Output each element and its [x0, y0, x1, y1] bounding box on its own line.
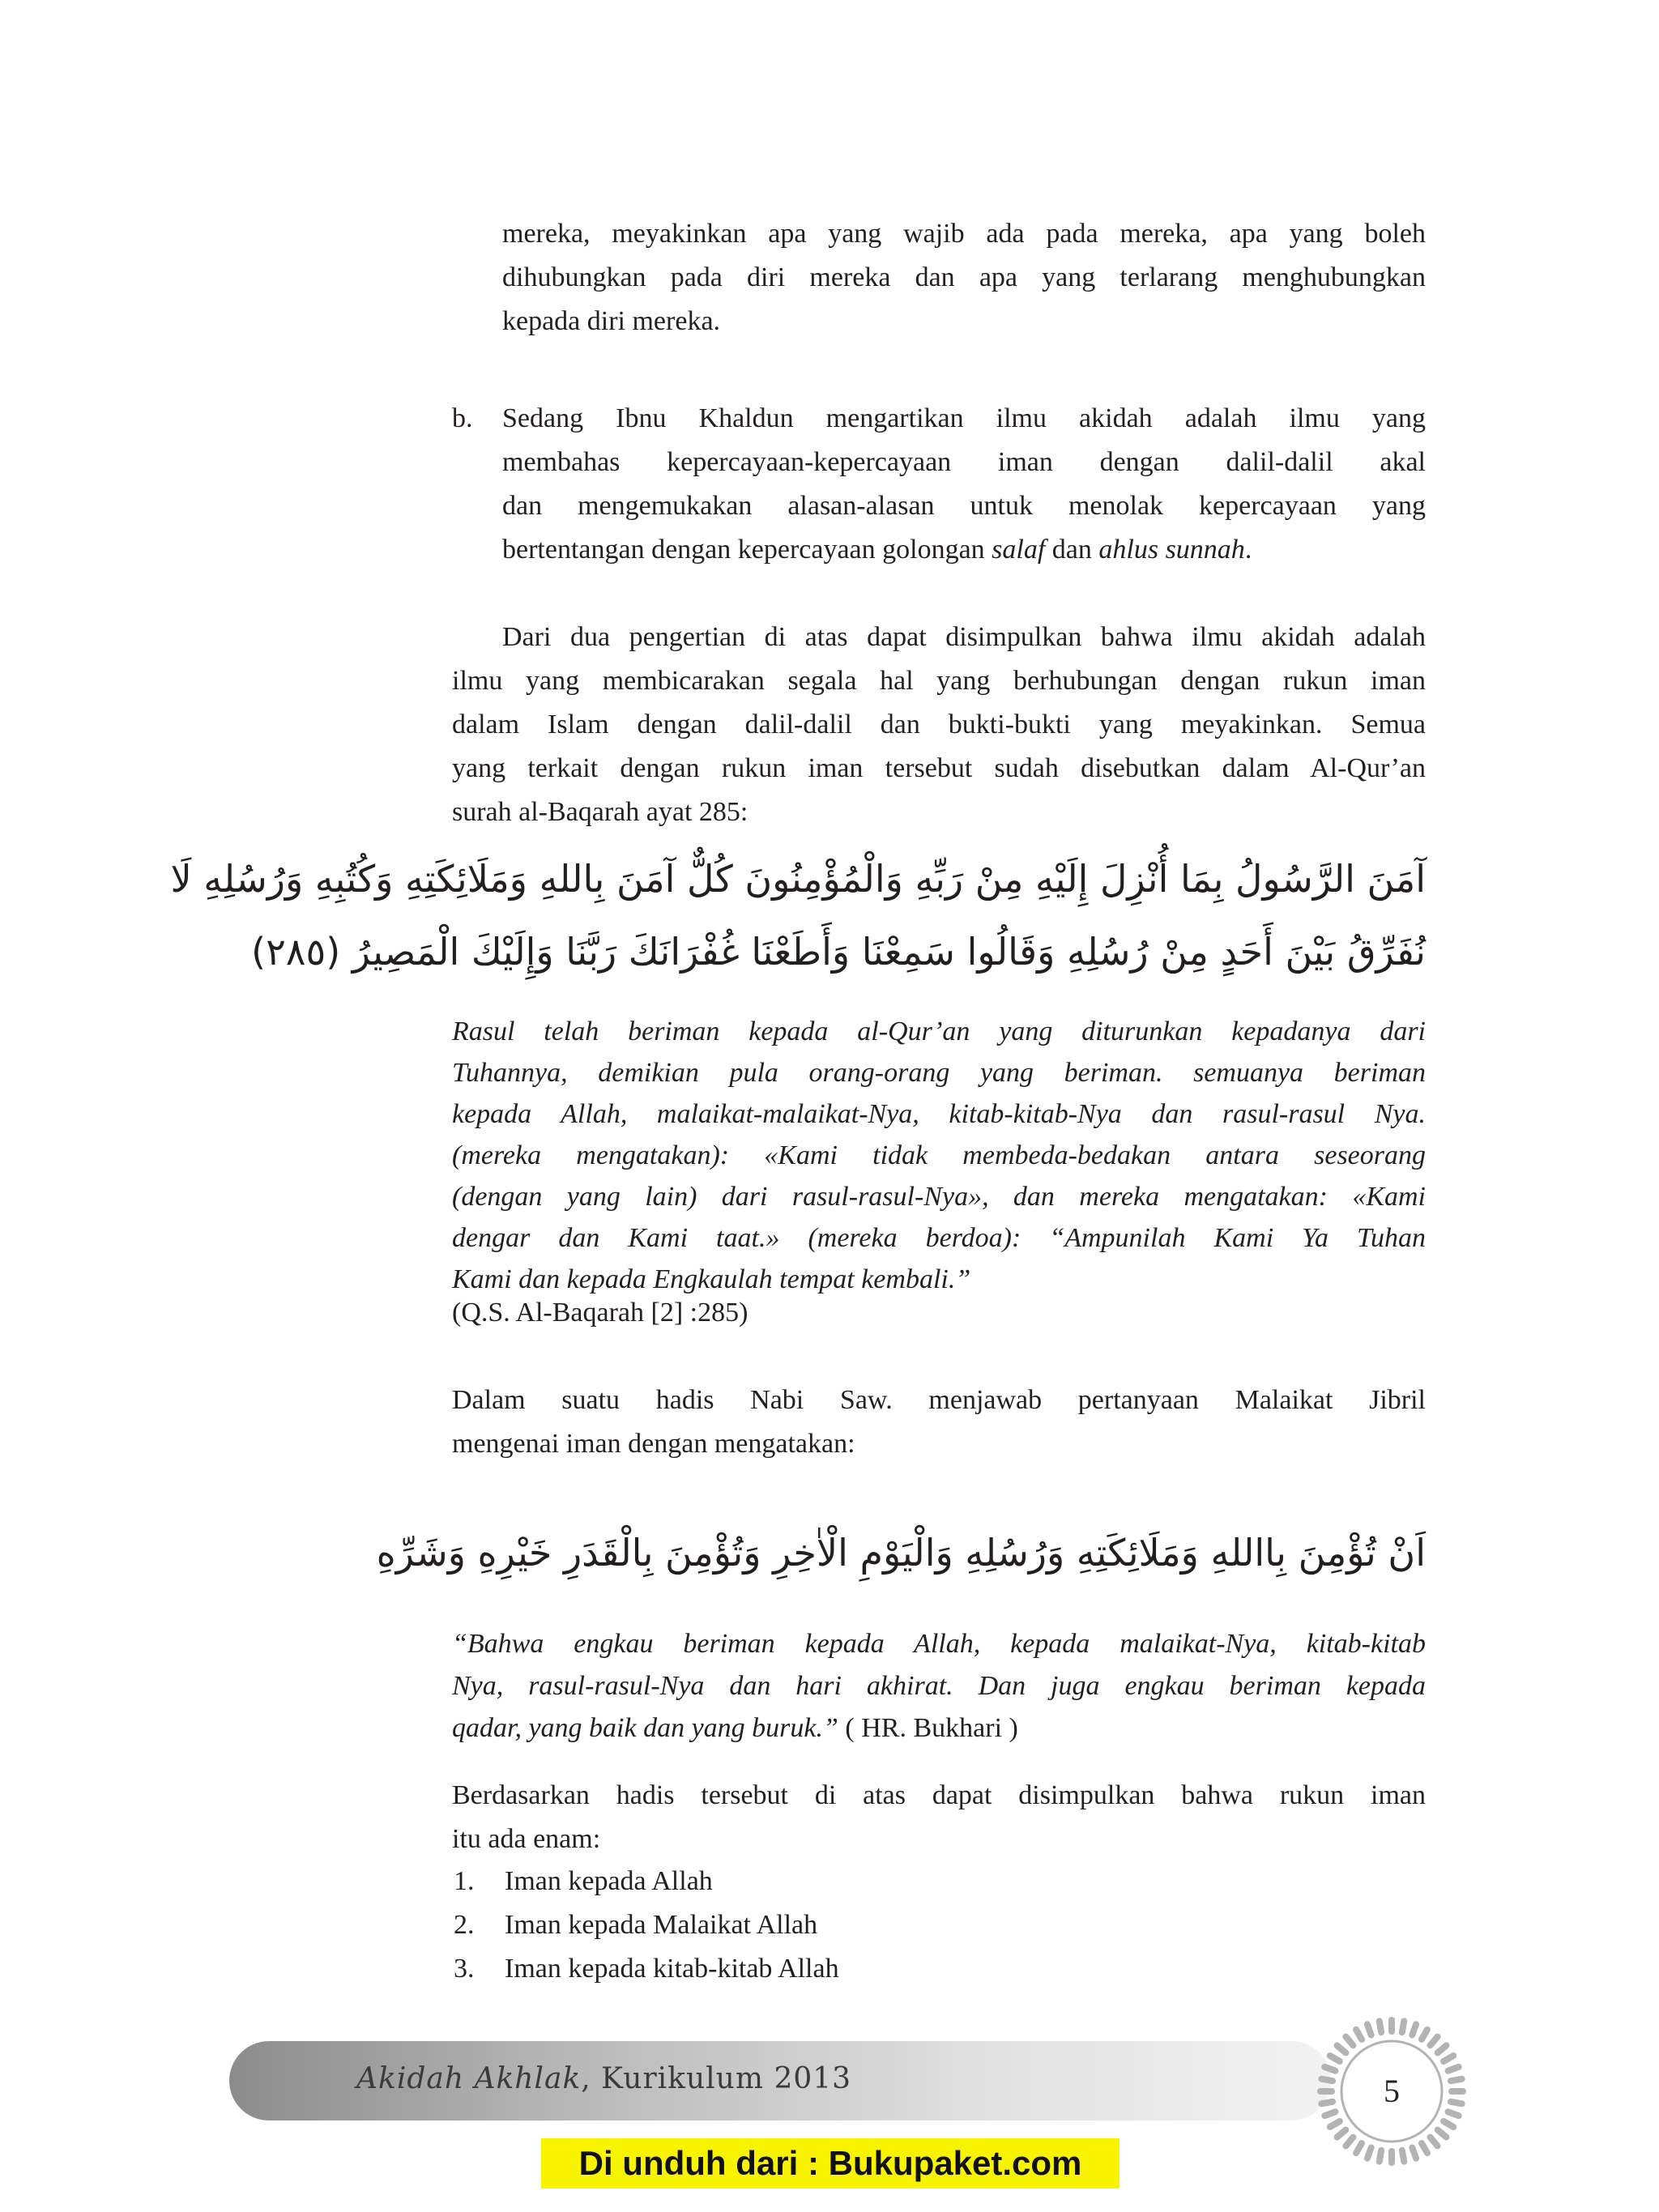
text-line: mereka, meyakinkan apa yang wajib ada pada mereka, apa yang boleh: [502, 219, 1426, 249]
text-line: (mereka mengatakan): «Kami tidak membeda-bedakan antara seseorang: [452, 1140, 1426, 1170]
list-text: Iman kepada Allah: [505, 1866, 713, 1896]
text-line: Dari dua pengertian di atas dapat disimpulkan bahwa ilmu akidah adalah: [502, 622, 1426, 652]
hadith-arabic: اَنْ تُؤْمِنَ بِااللهِ وَمَلَائِكَتِهِ وَرُسُلِهِ وَالْيَوْمِ الْاٰخِرِ وَتُؤْمِنَ بِالْقَدَرِ خَيْرِهِ وَشَرِّهِ: [376, 1531, 1426, 1575]
list-item: [454, 1903, 817, 1947]
text-line: Kami dan kepada Engkaulah tempat kembali.”: [452, 1264, 971, 1294]
footer-subject: Akidah Akhlak: [356, 2062, 582, 2095]
footer-separator: ,: [581, 2062, 602, 2095]
item-b-paragraph: [502, 397, 1426, 572]
term-ahlus-sunnah: ahlus sunnah: [1098, 535, 1245, 565]
text-fragment: qadar, yang baik dan yang buruk.”: [452, 1713, 838, 1743]
verse-translation: [452, 1011, 1426, 1300]
pillars-intro: [452, 1774, 1426, 1861]
text-line: “Bahwa engkau beriman kepada Allah, kepada malaikat-Nya, kitab-kitab: [452, 1629, 1426, 1659]
list-item: [454, 1860, 713, 1903]
download-banner[interactable]: Di unduh dari : Bukupaket.com: [541, 2138, 1120, 2189]
text-line: yang terkait dengan rukun iman tersebut sudah disebutkan dalam Al-Qur’an: [452, 753, 1426, 783]
list-text: Iman kepada kitab-kitab Allah: [505, 1954, 839, 1984]
footer-title: [356, 2062, 851, 2095]
list-number: 2.: [454, 1910, 475, 1940]
text-line: [502, 528, 1426, 572]
text-fragment: dan: [1045, 535, 1099, 565]
list-item: [454, 1947, 839, 1991]
list-text: Iman kepada Malaikat Allah: [505, 1910, 818, 1940]
text-line: surah al-Baqarah ayat 285:: [452, 797, 748, 827]
list-number: 1.: [454, 1866, 475, 1896]
text-line: dalam Islam dengan dalil-dalil dan bukti-bukti yang meyakinkan. Semua: [452, 710, 1426, 739]
text-line: kepada diri mereka.: [502, 306, 721, 336]
text-line: Tuhannya, demikian pula orang-orang yang beriman. semuanya beriman: [452, 1058, 1426, 1088]
text-line: dengar dan Kami taat.» (mereka berdoa): “Ampunilah Kami Ya Tuhan: [452, 1223, 1426, 1253]
text-line: mengenai iman dengan mengatakan:: [452, 1429, 855, 1459]
text-line: dan mengemukakan alasan-alasan untuk menolak kepercayaan yang: [502, 491, 1426, 521]
text-line: Sedang Ibnu Khaldun mengartikan ilmu akidah adalah ilmu yang: [502, 403, 1426, 433]
hadith-intro: [452, 1379, 1426, 1466]
text-line: dihubungkan pada diri mereka dan apa yang terlarang menghubungkan: [502, 262, 1426, 292]
text-line: Berdasarkan hadis tersebut di atas dapat disimpulkan bahwa rukun iman: [452, 1780, 1426, 1810]
text-line: membahas kepercayaan-kepercayaan iman dengan dalil-dalil akal: [502, 447, 1426, 477]
text-line: Nya, rasul-rasul-Nya dan hari akhirat. Dan juga engkau beriman kepada: [452, 1671, 1426, 1701]
text-line: [452, 1707, 1426, 1750]
footer-curriculum: Kurikulum 2013: [601, 2062, 852, 2095]
term-salaf: salaf: [992, 535, 1046, 565]
item-b-marker: b.: [452, 403, 473, 433]
text-line: kepada Allah, malaikat-malaikat-Nya, kitab-kitab-Nya dan rasul-rasul Nya.: [452, 1099, 1426, 1129]
text-line: ilmu yang membicarakan segala hal yang berhubungan dengan rukun iman: [452, 666, 1426, 696]
verse-reference: (Q.S. Al-Baqarah [2] :285): [452, 1298, 748, 1328]
verse-arabic-line-2: نُفَرِّقُ بَيْنَ أَحَدٍ مِنْ رُسُلِهِ وَقَالُوا سَمِعْنَا وَأَطَعْنَا غُفْرَانَكَ رَبَّنَا وَإِلَيْكَ الْمَصِيرُ (٢٨٥): [251, 930, 1426, 974]
intro-continuation: [502, 212, 1426, 343]
text-line: Dalam suatu hadis Nabi Saw. menjawab pertanyaan Malaikat Jibril: [452, 1385, 1426, 1415]
text-line: itu ada enam:: [452, 1824, 601, 1854]
hadith-source: ( HR. Bukhari ): [838, 1713, 1018, 1743]
list-number: 3.: [454, 1954, 475, 1984]
text-line: Rasul telah beriman kepada al-Qur’an yang diturunkan kepadanya dari: [452, 1016, 1426, 1046]
hadith-translation: [452, 1623, 1426, 1750]
text-fragment: bertentangan dengan kepercayaan golongan: [502, 535, 992, 565]
conclusion-paragraph: [452, 616, 1426, 834]
verse-arabic-line-1: آمَنَ الرَّسُولُ بِمَا أُنْزِلَ إِلَيْهِ مِنْ رَبِّهِ وَالْمُؤْمِنُونَ كُلٌّ آمَنَ بِاللهِ وَمَلَائِكَتِهِ وَكُتُبِهِ وَرُسُلِهِ لَا: [170, 857, 1426, 901]
text-line: (dengan yang lain) dari rasul-rasul-Nya», dan mereka mengatakan: «Kami: [452, 1182, 1426, 1212]
text-fragment: .: [1244, 535, 1252, 565]
page-number: 5: [1384, 2073, 1400, 2109]
